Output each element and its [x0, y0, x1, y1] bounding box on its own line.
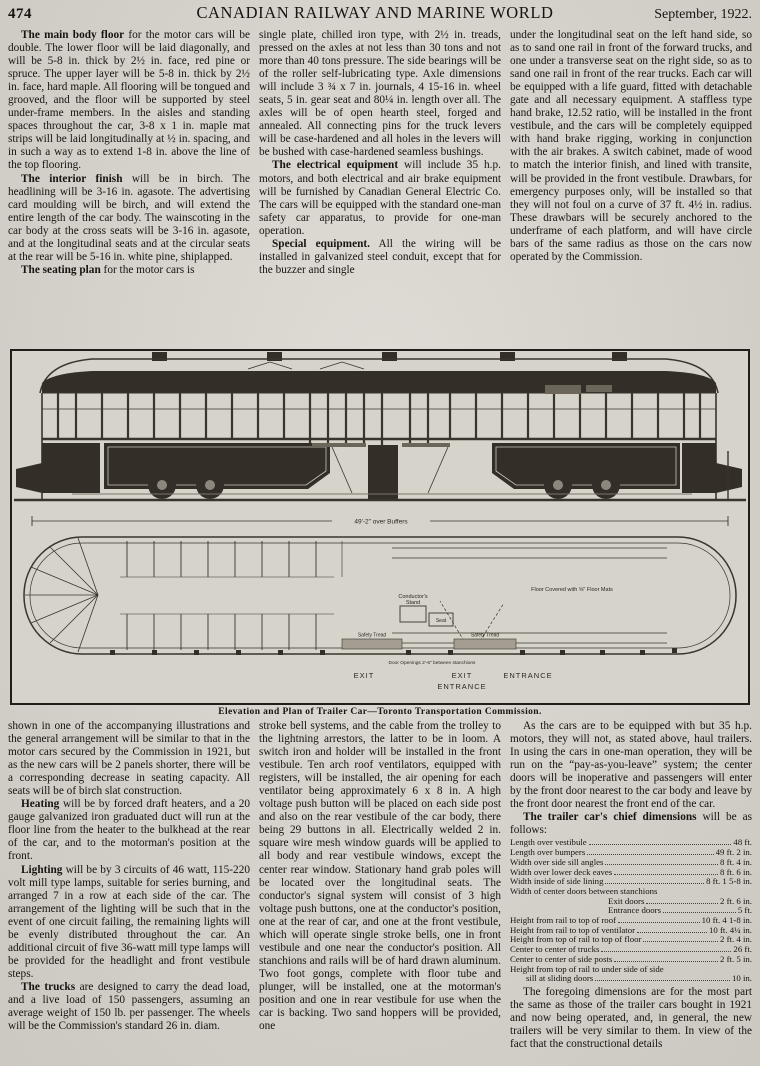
safety-tread-left-pad [342, 639, 402, 649]
dotted-leaders [587, 854, 713, 855]
top-column-3 [510, 29, 752, 345]
cross-seats [120, 541, 342, 650]
paragraph-trucks [8, 981, 250, 1033]
paragraph-text: will be in birch. The headlining will be 3-16 in. agasote. The advertising card moulding will be birch, and will extend the entire length of the car body. The wainscoting in the car body at the cross seats will be 3-16 in. agasote, and at the longitudinal seats and at the circular seats at the rear will be 5-16 in. white pine, shiplapped. [8, 172, 250, 263]
top-column-2 [259, 29, 501, 345]
dimension-value: 10 in. [731, 973, 752, 984]
dimension-label: Center to center of side posts [510, 953, 613, 964]
dimension-row [510, 974, 752, 984]
rear-vestibule-panel [682, 443, 716, 493]
paragraph-lead: The trailer car's chief dimensions [523, 811, 697, 824]
bottom-text-section [8, 720, 752, 1066]
dimension-value: 49 ft. 2 in. [715, 847, 752, 858]
longitudinal-seats [392, 548, 667, 643]
paragraph-text: single plate, chilled iron type, with 2½ in. treads, pressed on the axles at not less than 30 tons and not more than 40 tons pressure. The side bearings will be of the roller self-lubricating type. Axle dimensions will include 3 ¾ x 7 in. journals, 4 15-16 in. wheel seats, 5 in. gear seat and 80¼ in. length over all. The axles will be of open hearth steel, forged and annealed. All connecting pins for the truck levers will be case-hardened and all holes in the levers will be bushed with case-hardened seamless bushings. [259, 29, 501, 159]
conductors-stand-label-2: Stand [405, 600, 421, 606]
paragraph-lead: Special equipment. [272, 237, 370, 250]
dimension-value: 5 ft. [737, 905, 752, 916]
paragraph-lead: The seating plan [21, 263, 101, 276]
center-door [368, 445, 398, 499]
paragraph-special-equipment [259, 238, 501, 277]
seat-label: Seat [435, 618, 447, 624]
door-openings-label: Door Openings 2'-6" between stanchions [388, 661, 476, 666]
paragraph-lead: The trucks [21, 980, 76, 993]
dimension-label: Exit doors [608, 895, 645, 906]
dimension-value: 10 ft. 4 1-8 in. [701, 915, 752, 926]
dimension-value: 2 ft. 6 in. [719, 895, 752, 906]
front-vestibule-panel [42, 443, 100, 493]
paragraph-text: for the motor cars will be double. The lower floor will be laid diagonally, and will be 5-8 in. thick by 2½ in. face, red pine or spruce. The upper layer will be 5-8 in. thick by 2½ in. face, hard maple. All flooring will be tongued and grooved, and the floor will be supported by steel under-frame members. In the aisles and standing spaces throughout the car, 3-8 x 1 in. maple mat strips will be laid longitudinally at ½ in. spacing, and in such a way as to extend 1-8 in. above the line of the top flooring. [8, 29, 251, 172]
dimensions-table [510, 838, 752, 984]
paragraph-seating-plan [8, 264, 250, 277]
paragraph-interior-finish [8, 173, 250, 264]
bottom-column-3 [510, 720, 752, 1066]
paragraph-text: under the longitudinal seat on the left hand side, so as to sand one rail in front of the forward trucks, and one under a transverse seat on the right side, so as to sand one rail in front of the rear trucks. Each car will be equipped with a life guard, fitted with detachable gate and all necessary equipment. A staffless type hand brake, 12.52 ratio, will be installed in the front vestibule, and the cars will be completely equipped with hand brake rigging, working in conjunction with the air brakes. A switch cabinet, made of wood to match the interior finish, and lined with transite, will be provided in the front vestibule. Drawbars, for emergency purposes only, will be installed so that they will not foul on a curve of 37 ft. 4½ in. radius. These drawbars will be securely anchored to the underframe of each platform, and will have circle bars of the same radius as those on the cars now operated by the Commission. [510, 29, 752, 263]
paragraph-text: As the cars are to be equipped with but 35 h.p. motors, they will not, as stated above, haul trailers. In using the cars in one-man operation, they will be run on the “pay-as-you-leave” system; the center doors will be inoperative and passengers will enter by the front door nearest to the car body and leave by the front door nearest the front end of the car. [510, 720, 752, 811]
exit-center-label: EXIT [451, 671, 473, 680]
dotted-leaders [601, 951, 731, 952]
dimension-label: Entrance doors [608, 905, 662, 916]
paragraph-text: will include 35 h.p. motors, and both electrical and air brake equipment will be furnished by Canadian General Electric Co. The cars will be equipped with the standard one-man safety car apparatus, to provide for one-man operation. [259, 159, 501, 237]
dotted-leaders [605, 883, 704, 884]
dimension-label: Height from rail to top of roof [510, 915, 617, 926]
dimension-value: 26 ft. [733, 944, 752, 955]
route-sign [545, 385, 581, 394]
dimension-label: Height from rail to top of ventilator [510, 924, 636, 935]
front-bumper [16, 463, 42, 493]
dimension-value: 2 ft. 5 in. [719, 953, 752, 964]
paragraph-foregoing-dimensions [510, 986, 752, 1051]
dimension-label: 49'-2" over Buffers [354, 518, 408, 526]
paragraph-text: are designed to carry the dead load, and a live load of 150 passengers, assuming an average weight of 150 lb. per passenger. The wheels will be the Commission's standard 26 in. diam. [8, 980, 250, 1033]
dotted-leaders [589, 844, 732, 845]
bottom-column-2 [259, 720, 501, 1066]
dimension-label: sill at sliding doors [526, 973, 594, 984]
dotted-leaders [605, 864, 718, 865]
paragraph-lighting [8, 864, 250, 981]
dimension-label: Length over vestibule [510, 837, 587, 848]
conductors-stand-label-1: Conductor's [398, 594, 428, 600]
dimension-line [32, 516, 728, 526]
dimension-value: 48 ft. [733, 837, 752, 848]
dotted-leaders [637, 932, 707, 933]
dimension-label: Height from top of rail to under side of side [510, 963, 664, 974]
paragraph-seating-continued [8, 720, 250, 798]
dotted-leaders [614, 874, 718, 875]
dimension-label: Width over lower deck eaves [510, 866, 613, 877]
paragraph-text: All the wiring will be installed in galvanized steel conduit, except that for the buzzer and single [259, 237, 502, 276]
dotted-leaders [595, 980, 730, 981]
exit-left-label: EXIT [353, 671, 375, 680]
dimension-value: 8 ft. 6 in. [719, 866, 752, 877]
paragraph-text: for the motor cars is [100, 263, 195, 276]
masthead [8, 3, 752, 25]
elevation-view [14, 352, 746, 501]
bottom-column-1 [8, 720, 250, 1066]
paragraph-text: will be as follows: [510, 811, 752, 837]
safety-tread-right-label: Safety Tread [470, 632, 500, 639]
paragraph-one-man-operation [510, 720, 752, 811]
paragraph-dimensions-intro [510, 811, 752, 837]
paragraph-lead: The electrical equipment [272, 159, 399, 172]
paragraph-text: will be by forced draft heaters, and a 20 gauge galvanized iron graduated duct will run at the floor line from the heater to the bulkhead at the rear of the car, and to the motorman's position at the front. [8, 798, 250, 863]
paragraph-electrical-equipment [259, 159, 501, 237]
paragraph-lead: Lighting [21, 863, 63, 876]
paragraph-text: The foregoing dimensions are for the most part the same as those of the trailer cars bought in 1921 and now being operated, and, in general, the new trailers will be very similar to them. In view of the fact that the constructional details [510, 985, 752, 1051]
paragraph-lead: The main body floor [21, 29, 125, 41]
journal-title: CANADIAN RAILWAY AND MARINE WORLD [196, 3, 554, 22]
safety-tread-left-label: Safety Tread [357, 632, 387, 639]
dimension-value: 10 ft. 4¼ in. [708, 924, 752, 935]
dimension-label: Width of center doors between stanchions [510, 885, 658, 896]
trailer-car-figure [10, 349, 750, 705]
dotted-leaders [643, 941, 718, 942]
dotted-leaders [663, 912, 736, 913]
dimension-label: Height from top of rail to top of floor [510, 934, 642, 945]
paragraph-main-body-floor [8, 29, 250, 173]
floor-mats-label: Floor Covered with ⅝" Floor Mats [531, 587, 613, 593]
circular-seats [25, 538, 98, 652]
dimension-label: Length over bumpers [510, 847, 586, 858]
paragraph-text: shown in one of the accompanying illustrations and the general arrangement will be similar to that in the motor cars secured by the Commission in 1921, but as the new cars will be 2 panels shorter, there will be a corresponding decrease in seating capacity. All seats will be of birch slat construction. [8, 720, 250, 798]
dimension-value: 8 ft. 4 in. [719, 856, 752, 867]
dimension-value: 8 ft. 1 5-8 in. [706, 876, 752, 887]
issue-date: September, 1922. [654, 7, 752, 22]
dimension-value: 2 ft. 4 in. [719, 934, 752, 945]
safety-tread-right-pad [454, 639, 516, 649]
paragraph-sanding-continued [510, 29, 752, 264]
dotted-leaders [614, 961, 718, 962]
plan-view [24, 537, 736, 691]
figure-caption: Elevation and Plan of Trailer Car—Toronto Transportation Commission. [218, 707, 542, 717]
conductors-stand [400, 606, 426, 622]
dimension-label: Center to center of trucks [510, 944, 600, 955]
dimension-label: Width over side sill angles [510, 856, 604, 867]
entrance-center-label: ENTRANCE [437, 682, 487, 691]
page-number: 474 [8, 6, 32, 22]
paragraph-text: will be by 3 circuits of 46 watt, 115-220 volt mill type lamps, suitable for series burning, and arranged 7 in a row at each side of the car. The arrangement of the lighting will be such that in the event of one circuit failing, the remaining lights will be evenly distributed throughout the car. An additional circuit of five 36-watt mill type lamps will be provided for the headlight and front vestibule steps. [8, 863, 250, 980]
dotted-leaders [618, 922, 700, 923]
paragraph-text: stroke bell systems, and the cable from the trolley to the lightning arrestors, the latter to be in loom. A switch iron and holder will be installed in the front vestibule. Ten arch roof ventilators, equipped with registers, will be installed, the air opening for each ventilator being approximately 6 x 8 in. A high voltage push button will be placed on each side post and also on the rear vestibule of the car body, there being 29 buttons in all. Electrically welded 2 in. square wire mesh window guards will be applied to all body and rear vestibule windows, except the center rear window. Stationary hand grab poles will be located over the longitudinal seats. The conductor's signal system will consist of 3 high voltage push buttons, one at the conductor's position, one at the rear of car, and one at the front vestibule, which will operate single stroke bells, one in front vestibule and one near the conductor's position. All stanchions and rails will be of hard drawn aluminum. Two foot gongs, complete with floor tube and plunger, will be installed, one at the motorman's position and one in rear vestibule for use when the car is backing. Two sand hoppers will be provided, one [259, 720, 501, 1033]
paragraph-lead: The interior finish [21, 172, 123, 185]
top-text-section [8, 29, 752, 345]
paragraph-wheels-continued [259, 29, 501, 159]
paragraph-bells-continued [259, 720, 501, 1033]
dimension-label: Width inside of side lining [510, 876, 604, 887]
paragraph-lead: Heating [21, 798, 60, 811]
top-column-1 [8, 29, 250, 345]
trailer-car-drawing [12, 351, 748, 703]
paragraph-heating [8, 798, 250, 863]
entrance-right-label: ENTRANCE [503, 671, 553, 680]
dotted-leaders [646, 903, 718, 904]
